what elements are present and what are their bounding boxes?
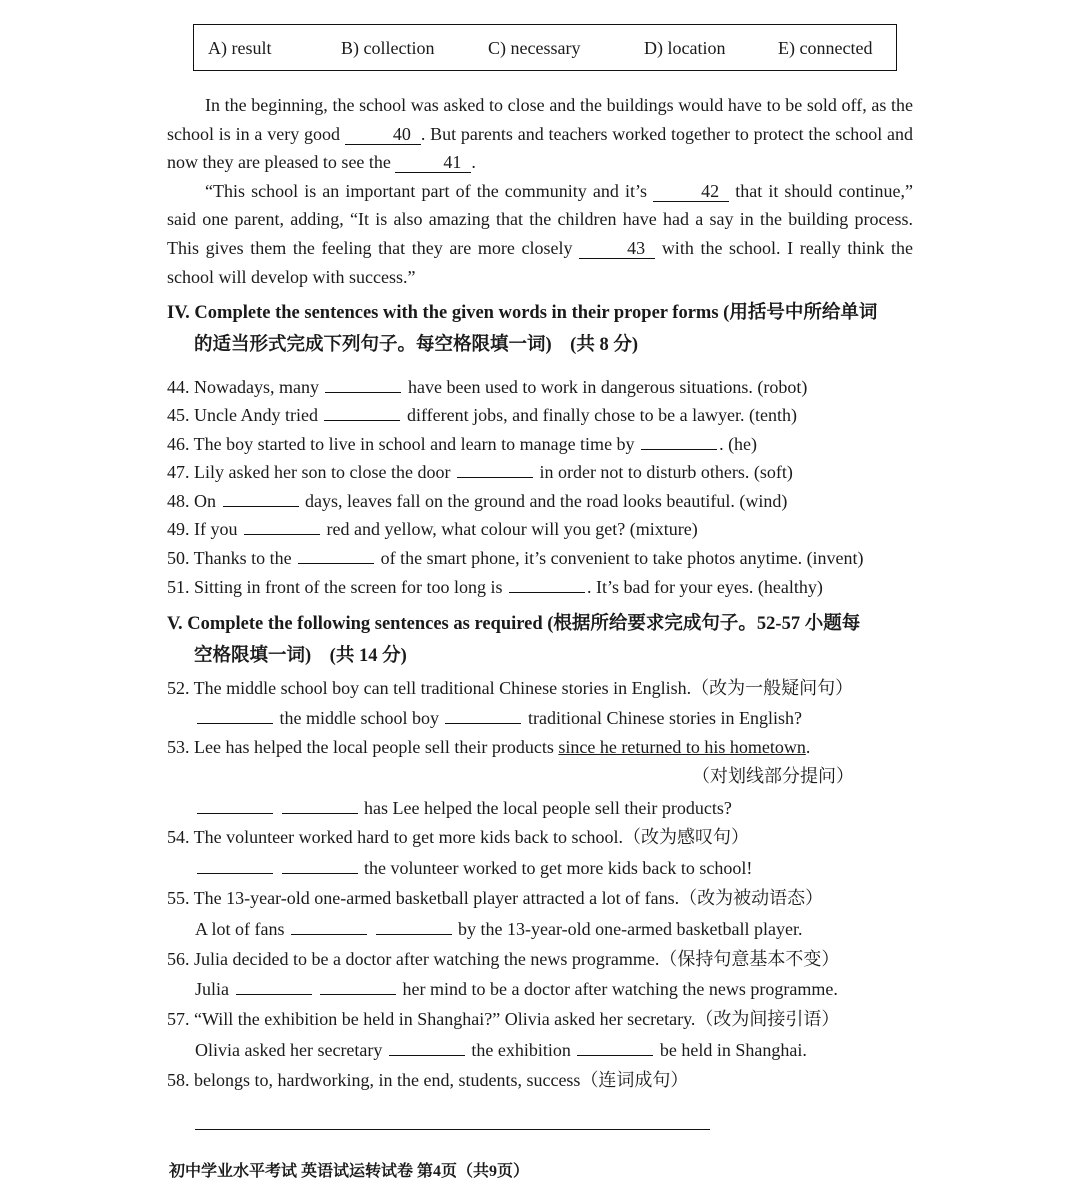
heading-line: 空格限填一词) (共 14 分) [194, 646, 407, 666]
question-44 [167, 376, 807, 398]
answer-text: her mind to be a doctor after watching the news programme. [402, 979, 838, 999]
question-text: days, leaves fall on the ground and the road looks beautiful. (wind) [305, 491, 788, 511]
passage [167, 91, 913, 291]
answer-52 [195, 707, 802, 729]
question-58: 58. belongs to, hardworking, in the end, students, success（连词成句） [167, 1070, 689, 1090]
answer-blank[interactable] [457, 461, 533, 478]
passage-paragraph [167, 91, 913, 177]
question-text: 44. Nowadays, many [167, 377, 319, 397]
passage-text: In the beginning, the school was asked to close and the buildings would have to be sold off, as the school is in a very good [167, 95, 913, 144]
question-text: 45. Uncle Andy tried [167, 405, 318, 425]
word-option: B) collection [341, 38, 435, 58]
question-text: . It’s bad for your eyes. (healthy) [586, 577, 823, 597]
answer-text: the volunteer worked to get more kids back to school! [364, 858, 753, 878]
blank-40[interactable]: 40 [345, 124, 421, 145]
section-5-heading [167, 608, 927, 672]
word-option: E) connected [778, 38, 873, 58]
answer-blank[interactable] [236, 978, 312, 995]
word-option: A) result [208, 38, 272, 58]
answer-line-58[interactable] [195, 1129, 710, 1130]
question-53-note: （对划线部分提问） [692, 766, 854, 786]
heading-line: IV. Complete the sentences with the given words in their proper forms (用括号中所给单词 [167, 303, 878, 323]
answer-text: the exhibition [471, 1040, 571, 1060]
question-text: 50. Thanks to the [167, 548, 292, 568]
passage-text: that it should continue,” said one parent, adding, “It is also amazing that the children have had a say in the building process. This gives them the feeling that they are more closely [167, 180, 914, 258]
heading-line: 的适当形式完成下列句子。每空格限填一词) (共 8 分) [194, 335, 638, 355]
answer-text: A lot of fans [195, 919, 285, 939]
answer-54 [195, 857, 752, 879]
answer-blank[interactable] [197, 707, 273, 724]
question-51 [167, 576, 823, 598]
answer-blank[interactable] [282, 857, 358, 874]
question-text: . [805, 737, 811, 757]
answer-53 [195, 797, 732, 819]
page-footer: 初中学业水平考试 英语试运转试卷 第4页（共9页） [169, 1163, 530, 1180]
answer-blank[interactable] [445, 707, 521, 724]
passage-text: . [471, 152, 476, 173]
question-text: different jobs, and finally chose to be a lawyer. (tenth) [406, 405, 798, 425]
answer-text: by the 13-year-old one-armed basketball player. [458, 919, 803, 939]
answer-blank[interactable] [320, 978, 396, 995]
question-50 [167, 547, 864, 569]
answer-blank[interactable] [389, 1039, 465, 1056]
answer-text: has Lee helped the local people sell their products? [364, 798, 732, 818]
question-text: 51. Sitting in front of the screen for too long is [167, 577, 503, 597]
underlined-phrase: since he returned to his hometown [558, 737, 806, 757]
question-text: 49. If you [167, 519, 238, 539]
answer-text: Olivia asked her secretary [195, 1040, 383, 1060]
heading-line: V. Complete the following sentences as required (根据所给要求完成句子。52-57 小题每 [167, 614, 861, 634]
answer-blank[interactable] [291, 918, 367, 935]
blank-41[interactable]: 41 [395, 152, 471, 173]
word-bank-box [193, 24, 897, 71]
passage-paragraph [167, 177, 913, 291]
answer-blank[interactable] [641, 433, 717, 450]
question-text: 48. On [167, 491, 216, 511]
blank-42[interactable]: 42 [653, 181, 729, 202]
answer-blank[interactable] [325, 376, 401, 393]
question-text: . (he) [719, 434, 758, 454]
question-53 [167, 736, 810, 758]
answer-blank[interactable] [223, 490, 299, 507]
answer-blank[interactable] [282, 797, 358, 814]
question-text: in order not to disturb others. (soft) [539, 462, 793, 482]
answer-blank[interactable] [324, 404, 400, 421]
answer-blank[interactable] [197, 797, 273, 814]
question-52: 52. The middle school boy can tell traditional Chinese stories in English.（改为一般疑问句） [167, 678, 854, 698]
answer-blank[interactable] [577, 1039, 653, 1056]
question-text: have been used to work in dangerous situations. (robot) [407, 377, 808, 397]
question-48 [167, 490, 787, 512]
answer-blank[interactable] [509, 576, 585, 593]
passage-text: with the school. I really think the school will develop with success.” [167, 237, 914, 287]
word-option: D) location [644, 38, 726, 58]
answer-text: be held in Shanghai. [659, 1040, 807, 1060]
question-47 [167, 461, 793, 483]
answer-55 [195, 918, 803, 940]
question-55: 55. The 13-year-old one-armed basketball player attracted a lot of fans.（改为被动语态） [167, 888, 824, 908]
question-57: 57. “Will the exhibition be held in Shanghai?” Olivia asked her secretary.（改为间接引语） [167, 1009, 840, 1029]
section-4-heading [167, 297, 927, 361]
question-text: of the smart phone, it’s convenient to take photos anytime. (invent) [380, 548, 864, 568]
blank-43[interactable]: 43 [579, 238, 655, 259]
answer-text: traditional Chinese stories in English? [527, 708, 802, 728]
answer-text: Julia [195, 979, 229, 999]
answer-text: the middle school boy [279, 708, 439, 728]
answer-56 [195, 978, 838, 1000]
question-49 [167, 518, 698, 540]
passage-text: . But parents and teachers worked together to protect the school and now they are pleased to see the [167, 123, 913, 173]
question-54: 54. The volunteer worked hard to get more kids back to school.（改为感叹句） [167, 827, 750, 847]
answer-blank[interactable] [376, 918, 452, 935]
question-text: 46. The boy started to live in school and learn to manage time by [167, 434, 635, 454]
question-text: red and yellow, what colour will you get? (mixture) [326, 519, 698, 539]
answer-57 [195, 1039, 807, 1061]
question-text: 47. Lily asked her son to close the door [167, 462, 451, 482]
answer-blank[interactable] [298, 547, 374, 564]
word-option: C) necessary [488, 38, 581, 58]
question-text: 53. Lee has helped the local people sell their products [167, 737, 559, 757]
answer-blank[interactable] [244, 518, 320, 535]
question-56: 56. Julia decided to be a doctor after watching the news programme.（保持句意基本不变） [167, 949, 840, 969]
answer-blank[interactable] [197, 857, 273, 874]
question-45 [167, 404, 797, 426]
passage-text: “This school is an important part of the community and it’s [205, 180, 647, 201]
question-46 [167, 433, 757, 455]
